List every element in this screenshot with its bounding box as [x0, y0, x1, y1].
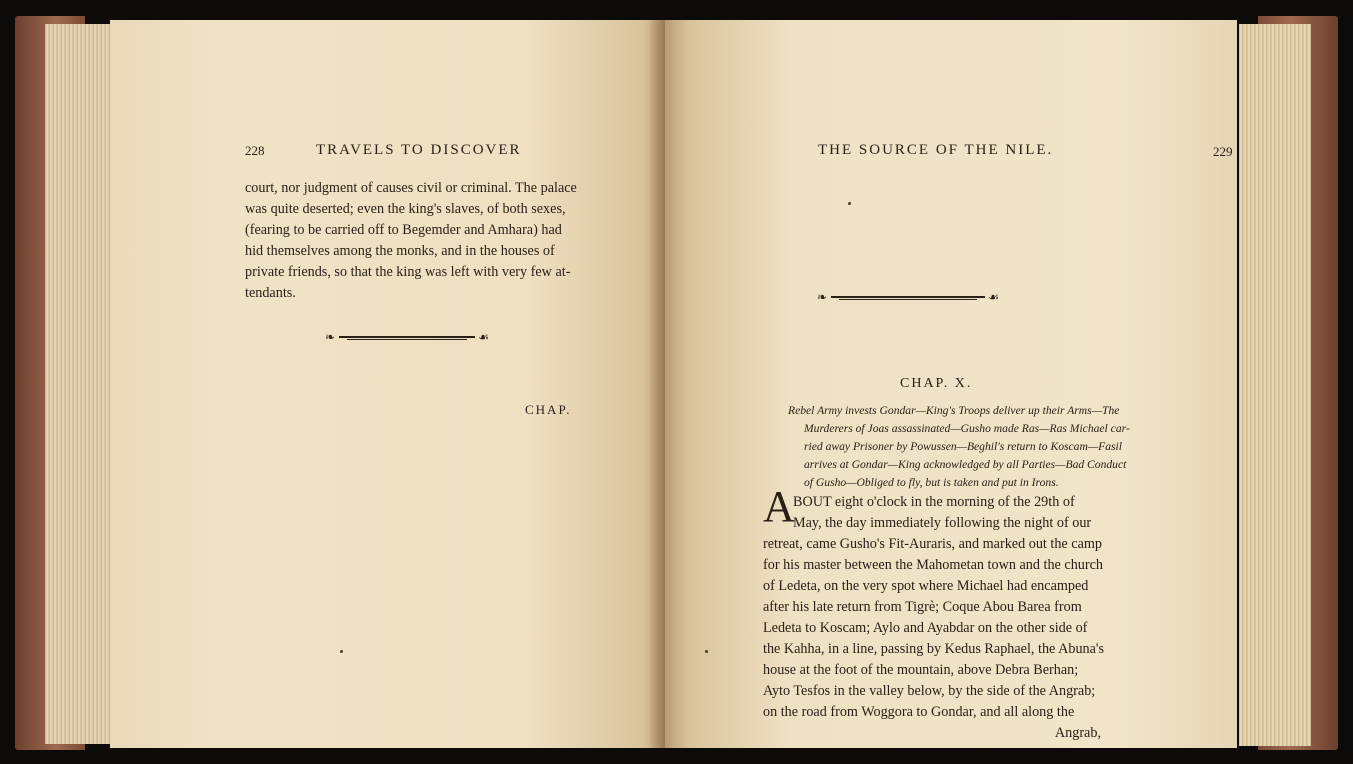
left-running-title: TRAVELS TO DISCOVER [316, 142, 522, 158]
ornament-flourish-icon: ☙ [988, 290, 999, 304]
right-running-title: THE SOURCE OF THE NILE. [818, 142, 1054, 158]
text-line: hid themselves among the monks, and in the houses of [245, 243, 555, 259]
ornament-flourish-icon: ❧ [325, 330, 336, 344]
text-line: was quite deserted; even the king's slaves, of both sexes, [245, 201, 566, 217]
summary-line: Murderers of Joas assassinated—Gusho made Ras—Ras Michael car- [804, 422, 1130, 435]
text-line: private friends, so that the king was left with very few at- [245, 264, 571, 280]
ornament-flourish-icon: ❧ [817, 290, 828, 304]
text-line: Ledeta to Koscam; Aylo and Ayabdar on the other side of [763, 620, 1088, 636]
left-page [110, 20, 665, 748]
summary-line: arrives at Gondar—King acknowledged by all Parties—Bad Conduct [804, 458, 1127, 471]
text-line: (fearing to be carried off to Begemder and Amhara) had [245, 222, 562, 238]
right-page-number: 229 [1213, 144, 1233, 159]
right-body-text [763, 492, 1105, 744]
summary-line: ried away Prisoner by Powussen—Beghil's return to Kosсam—Fasil [804, 440, 1122, 453]
drop-cap: A [763, 482, 795, 531]
text-line: court, nor judgment of causes civil or criminal. The palace [245, 180, 577, 196]
left-catchword: CHAP. [525, 402, 572, 417]
text-line: Angrab, [1054, 725, 1101, 741]
paper-speck [340, 650, 343, 653]
summary-line: of Gusho—Obliged to fly, but is taken and put in Irons. [804, 476, 1059, 489]
page-edges-right [1239, 24, 1311, 746]
page-edges-left [45, 24, 115, 744]
chapter-heading: CHAP. X. [900, 376, 973, 391]
text-line: Ayto Tesfos in the valley below, by the side of the Angrab; [763, 683, 1096, 699]
right-page [665, 20, 1237, 748]
text-line: after his late return from Tigrè; Coque Abou Barea from [763, 599, 1082, 615]
text-line: the Kahha, in a line, passing by Kedus Raphael, the Abuna's [763, 641, 1105, 657]
text-line: for his master between the Mahometan town and the church [763, 557, 1103, 573]
text-line: house at the foot of the mountain, above Debra Berhan; [763, 662, 1079, 678]
text-line: tendants. [245, 285, 296, 301]
left-body-text [245, 178, 577, 304]
section-ornament-left [325, 332, 489, 342]
text-line: May, the day immediately following the night of our [793, 515, 1092, 531]
text-line: retreat, came Gusho's Fit-Auraris, and marked out the camp [763, 536, 1103, 552]
text-line: on the road from Woggora to Gondar, and all along the [763, 704, 1075, 720]
chapter-summary [788, 402, 1130, 492]
summary-line: Rebel Army invests Gondar—King's Troops deliver up their Arms—The [788, 404, 1120, 417]
left-page-number: 228 [245, 143, 265, 158]
section-ornament-right [817, 292, 999, 302]
paper-speck [848, 202, 851, 205]
text-line: BOUT eight o'clock in the morning of the 29th of [793, 494, 1075, 510]
ornament-flourish-icon: ☙ [478, 330, 489, 344]
paper-speck [705, 650, 708, 653]
text-line: of Ledeta, on the very spot where Michael had encamped [763, 578, 1089, 594]
